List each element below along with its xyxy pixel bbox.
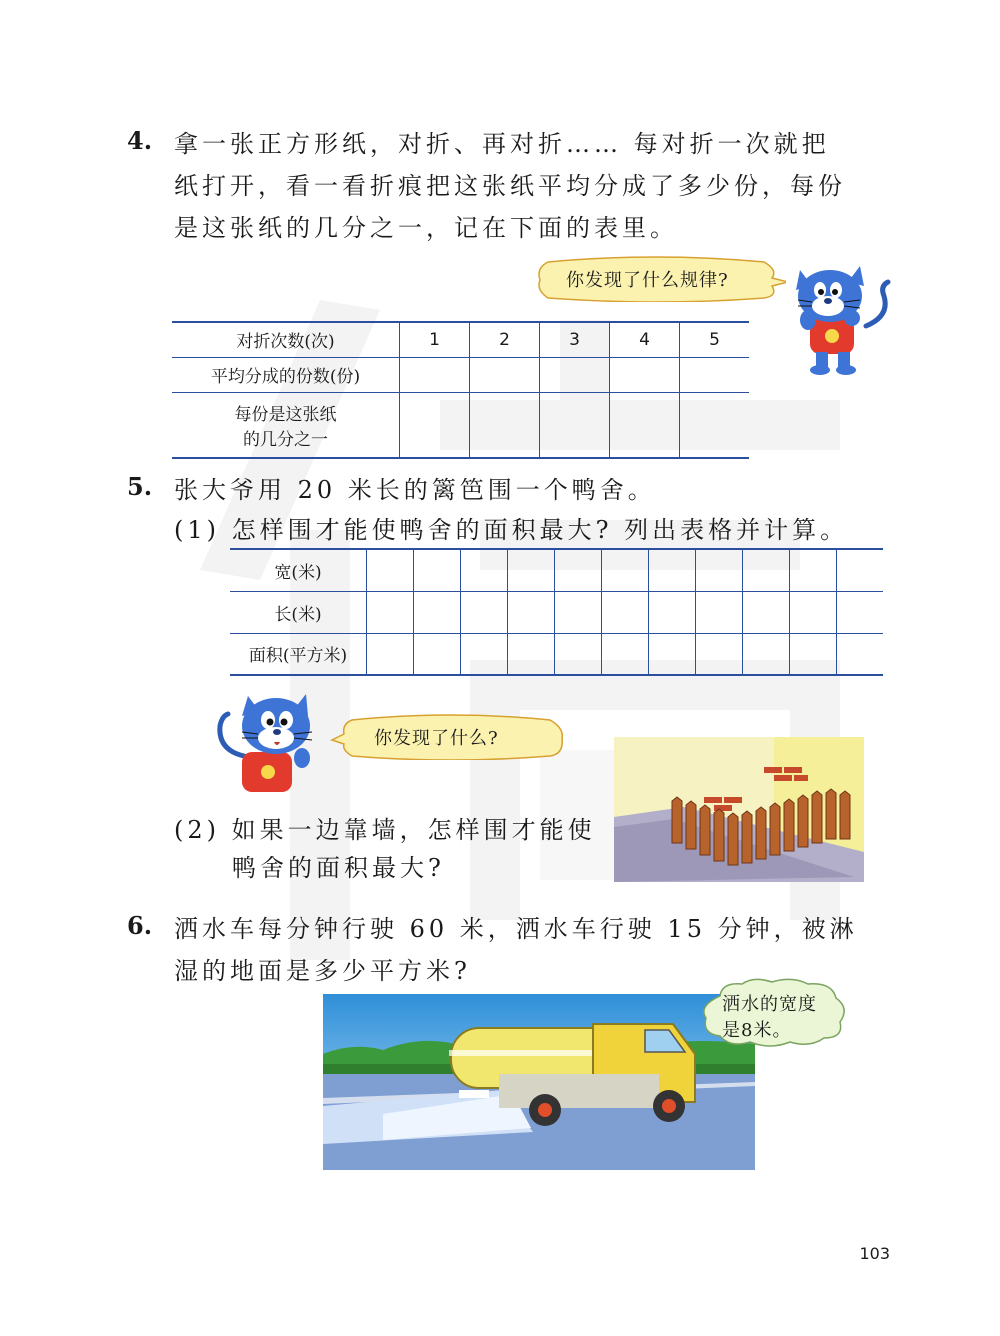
answer-cell[interactable] xyxy=(461,633,508,675)
question-4-line-2: 纸打开，看一看折痕把这张纸平均分成了多少份，每份 xyxy=(174,172,846,200)
answer-cell[interactable] xyxy=(696,633,743,675)
question-5-sub-2-line-1: (2) 如果一边靠墙，怎样围才能使 xyxy=(174,816,596,844)
answer-cell[interactable] xyxy=(743,591,790,633)
answer-cell[interactable] xyxy=(696,591,743,633)
answer-cell[interactable] xyxy=(649,633,696,675)
answer-cell[interactable] xyxy=(414,633,461,675)
row-header-fold-count: 对折次数(次) xyxy=(172,322,400,357)
waving-cat-icon xyxy=(214,686,324,798)
row-header-fraction xyxy=(172,392,400,458)
answer-cell[interactable] xyxy=(367,591,414,633)
answer-cell[interactable] xyxy=(837,591,884,633)
answer-cell[interactable] xyxy=(367,549,414,591)
bubble-q6-line-1: 洒水的宽度 xyxy=(722,994,817,1015)
answer-cell[interactable] xyxy=(461,549,508,591)
answer-cell[interactable] xyxy=(555,549,602,591)
answer-cell[interactable] xyxy=(743,633,790,675)
answer-cell[interactable] xyxy=(508,633,555,675)
column-header-2: 2 xyxy=(470,322,540,357)
column-header-4: 4 xyxy=(610,322,680,357)
answer-cell[interactable] xyxy=(470,392,540,458)
row-header-length: 长(米) xyxy=(230,591,367,633)
answer-cell[interactable] xyxy=(461,591,508,633)
answer-cell[interactable] xyxy=(367,633,414,675)
answer-cell[interactable] xyxy=(555,591,602,633)
question-5-sub-1: (1) 怎样围才能使鸭舍的面积最大? 列出表格并计算。 xyxy=(174,516,849,544)
row-header-width: 宽(米) xyxy=(230,549,367,591)
answer-cell[interactable] xyxy=(790,549,837,591)
column-header-5: 5 xyxy=(680,322,750,357)
question-6-line-1: 洒水车每分钟行驶 60 米，洒水车行驶 15 分钟，被淋 xyxy=(174,915,858,943)
answer-cell[interactable] xyxy=(680,357,750,392)
column-header-3: 3 xyxy=(540,322,610,357)
question-4-number: 4. xyxy=(127,126,153,155)
row-header-equal-parts: 平均分成的份数(份) xyxy=(172,357,400,392)
answer-cell[interactable] xyxy=(555,633,602,675)
row-header-fraction-line-2: 的几分之一 xyxy=(243,429,328,450)
bubble-q4-text: 你发现了什么规律? xyxy=(566,270,729,291)
answer-cell[interactable] xyxy=(602,633,649,675)
answer-cell[interactable] xyxy=(414,591,461,633)
question-5-number: 5. xyxy=(127,472,153,501)
answer-cell[interactable] xyxy=(470,357,540,392)
answer-cell[interactable] xyxy=(790,633,837,675)
water-truck-picture xyxy=(323,994,755,1170)
answer-cell[interactable] xyxy=(649,591,696,633)
question-6-number: 6. xyxy=(127,911,153,940)
answer-cell[interactable] xyxy=(508,549,555,591)
answer-cell[interactable] xyxy=(680,392,750,458)
fence-table xyxy=(230,548,883,676)
question-5-line: 张大爷用 20 米长的篱笆围一个鸭舍。 xyxy=(174,476,656,504)
answer-cell[interactable] xyxy=(649,549,696,591)
answer-cell[interactable] xyxy=(696,549,743,591)
answer-cell[interactable] xyxy=(610,392,680,458)
answer-cell[interactable] xyxy=(540,392,610,458)
question-5-sub-2-line-2: 鸭舍的面积最大? xyxy=(232,854,445,882)
bubble-q6-line-2: 是8米。 xyxy=(722,1020,792,1041)
column-header-1: 1 xyxy=(400,322,470,357)
answer-cell[interactable] xyxy=(602,549,649,591)
question-4-line-3: 是这张纸的几分之一，记在下面的表里。 xyxy=(174,214,678,242)
blue-cat-icon xyxy=(778,256,894,376)
answer-cell[interactable] xyxy=(400,392,470,458)
answer-cell[interactable] xyxy=(837,549,884,591)
answer-cell[interactable] xyxy=(414,549,461,591)
answer-cell[interactable] xyxy=(610,357,680,392)
row-header-fraction-line-1: 每份是这张纸 xyxy=(234,404,337,425)
answer-cell[interactable] xyxy=(743,549,790,591)
question-4-line-1: 拿一张正方形纸，对折、再对折…… 每对折一次就把 xyxy=(174,130,830,158)
answer-cell[interactable] xyxy=(540,357,610,392)
answer-cell[interactable] xyxy=(837,633,884,675)
answer-cell[interactable] xyxy=(790,591,837,633)
question-6-line-2: 湿的地面是多少平方米? xyxy=(174,957,471,985)
answer-cell[interactable] xyxy=(602,591,649,633)
row-header-area: 面积(平方米) xyxy=(230,633,367,675)
page-number: 103 xyxy=(859,1244,890,1263)
folding-table xyxy=(172,321,749,459)
answer-cell[interactable] xyxy=(400,357,470,392)
bubble-q5-text: 你发现了什么? xyxy=(374,728,499,749)
answer-cell[interactable] xyxy=(508,591,555,633)
wall-fence-picture xyxy=(614,737,864,882)
